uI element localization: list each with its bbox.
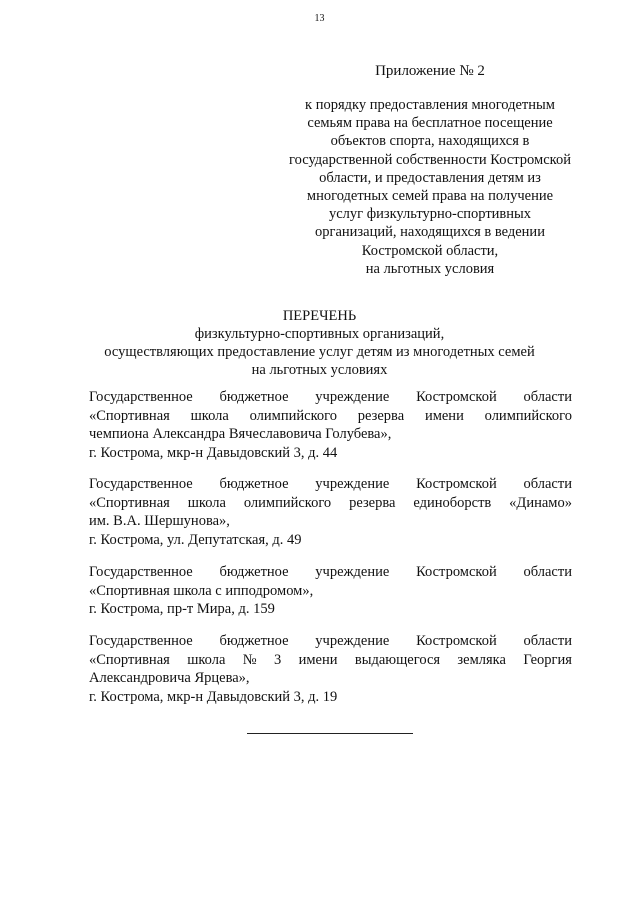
word: земляка [457,651,506,668]
page-number: 13 [314,13,325,24]
list-heading [0,307,639,379]
organization-type-line [89,563,572,582]
word: единоборств [413,494,492,511]
word: учреждение [315,476,390,492]
word: Государственное [89,476,193,492]
organization-name-line [89,651,572,670]
organization-entry [89,475,572,549]
word: № [242,651,257,668]
appendix-description [270,96,590,278]
organization-name-end: «Спортивная школа с ипподромом», [89,582,314,599]
word: бюджетное [219,389,289,405]
word: Костромской [416,564,497,580]
appendix-line: области, и предоставления детям из [319,169,541,186]
end-rule [247,733,413,734]
word: учреждение [315,633,390,649]
word: области [523,476,572,492]
appendix-line: семьям права на бесплатное посещение [307,115,553,132]
word: олимпийского [484,407,572,424]
organization-entry [89,388,572,462]
word: Георгия [523,651,572,668]
organization-entry [89,632,572,706]
word: Государственное [89,633,193,649]
organization-name-line [89,407,572,426]
word: имени [424,407,464,424]
word: выдающегося [354,651,441,668]
word: имени [298,651,338,668]
word: бюджетное [219,633,289,649]
organization-address: г. Кострома, мкр-н Давыдовский 3, д. 19 [89,688,338,705]
word: области [523,389,572,405]
word: «Спортивная [89,494,170,511]
word: учреждение [315,389,390,405]
list-subtitle-line: физкультурно-спортивных организаций, [194,326,445,342]
appendix-line: объектов спорта, находящихся в [330,133,530,150]
organization-type-line [89,632,572,651]
appendix-line: к порядку предоставления многодетным [305,97,555,113]
word: школа [187,494,226,511]
appendix-title: Приложение № 2 [375,63,485,79]
organization-name-end: Александровича Ярцева», [89,670,250,686]
organization-address: г. Кострома, ул. Депутатская, д. 49 [89,531,302,548]
word: олимпийского [243,494,332,511]
word: резерва [349,494,396,511]
word: Костромской [416,476,497,492]
word: Костромской [416,633,497,649]
appendix-line: государственной собственности Костромской [289,151,571,168]
word: Государственное [89,389,193,405]
word: Костромской [416,389,497,405]
word: учреждение [315,564,390,580]
list-subtitle-line: на льготных условиях [251,362,388,378]
appendix-line: многодетных семей права на получение [306,188,554,205]
list-subtitle-line: осуществляющих предоставление услуг детям из многодетных семей [104,344,535,360]
word: Государственное [89,564,193,580]
word: области [523,564,572,580]
organization-entry [89,563,572,619]
word: резерва [357,407,405,424]
word: бюджетное [219,476,289,492]
word: «Динамо» [509,494,572,511]
word: «Спортивная [89,651,170,668]
organization-name-end: чемпиона Александра Вячеславовича Голубева», [89,426,392,442]
list-title: ПЕРЕЧЕНЬ [282,308,357,324]
word: школа [187,651,226,668]
appendix-line: Костромской области, [361,242,499,259]
appendix-line: услуг физкультурно-спортивных [328,206,532,223]
organization-type-line [89,475,572,494]
word: области [523,633,572,649]
organization-address: г. Кострома, пр-т Мира, д. 159 [89,601,275,617]
word: 3 [274,651,282,668]
word: бюджетное [219,564,289,580]
organization-name-end: им. В.А. Шершунова», [89,513,230,529]
organization-address: г. Кострома, мкр-н Давыдовский 3, д. 44 [89,444,338,461]
appendix-line: на льготных условия [365,260,495,277]
word: школа [190,407,229,424]
organization-type-line [89,388,572,407]
word: «Спортивная [89,407,170,424]
appendix-line: организаций, находящихся в ведении [315,224,545,241]
organization-name-line [89,494,572,513]
word: олимпийского [249,407,337,424]
